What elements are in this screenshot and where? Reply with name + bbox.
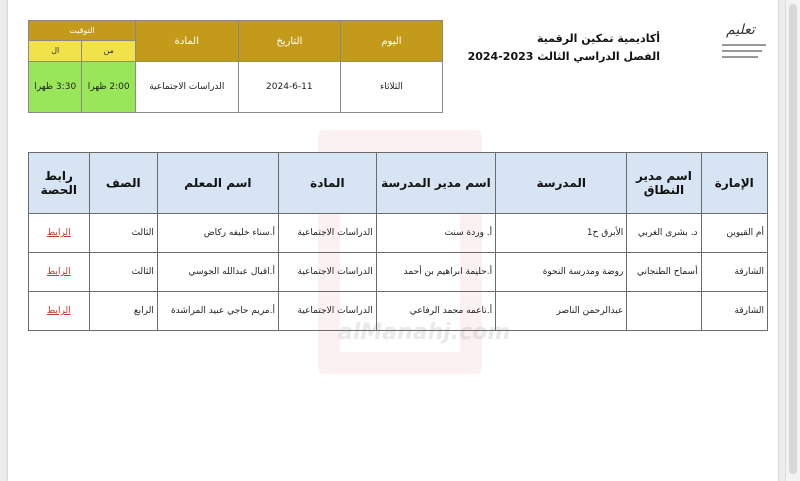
logo-word: تعليم <box>726 22 755 38</box>
link-cell <box>29 214 90 253</box>
to-time-value: 3:30 ظهرا <box>29 62 82 113</box>
school-header: المدرسة <box>496 153 627 214</box>
link-header: رابط الحصة <box>29 153 90 214</box>
link-cell <box>29 292 90 331</box>
session-link[interactable]: الرابط <box>46 267 71 277</box>
schedule-table <box>28 152 768 331</box>
zone-manager-cell <box>627 292 701 331</box>
principal-header: اسم مدير المدرسة <box>376 153 495 214</box>
to-header: ال <box>29 40 82 61</box>
watermark-site: alManahj.com <box>338 320 511 345</box>
emirate-cell: أم القيوين <box>701 214 767 253</box>
session-link[interactable]: الرابط <box>46 228 71 238</box>
document-page <box>8 0 778 481</box>
teacher-cell: أ.مريم حاجي عبيد المراشدة <box>157 292 278 331</box>
table-row <box>29 253 768 292</box>
subject-header: المادة <box>278 153 376 214</box>
date-value: 2024-6-11 <box>238 62 340 113</box>
link-cell <box>29 253 90 292</box>
school-cell: عبدالرحمن الناصر <box>496 292 627 331</box>
subject-cell: الدراسات الاجتماعية <box>278 214 376 253</box>
semester-label: الفصل الدراسي الثالث 2023-2024 <box>467 50 660 63</box>
school-cell: روضة ومدرسة النحوة <box>496 253 627 292</box>
academy-title-block <box>448 30 660 66</box>
subject-cell: الدراسات الاجتماعية <box>278 253 376 292</box>
vertical-scrollbar[interactable] <box>785 0 800 481</box>
emirate-header: الإمارة <box>701 153 767 214</box>
day-header: اليوم <box>340 21 442 62</box>
table-row <box>29 292 768 331</box>
subject-header: المادة <box>135 21 238 62</box>
time-header: التوقيت <box>29 22 135 41</box>
scrollbar-thumb[interactable] <box>789 4 797 474</box>
zone-manager-cell: أسماح الطنجاني <box>627 253 701 292</box>
time-header-group <box>29 21 136 62</box>
principal-cell: أ.ناعمه محمد الرفاعي <box>376 292 495 331</box>
grade-cell: الثالث <box>89 214 157 253</box>
zone-manager-header: اسم مدير النطاق <box>627 153 701 214</box>
teacher-header: اسم المعلم <box>157 153 278 214</box>
from-header: من <box>82 40 135 61</box>
day-value: الثلاثاء <box>340 62 442 113</box>
from-time-value: 2:00 ظهرا <box>82 62 135 113</box>
subject-cell: الدراسات الاجتماعية <box>278 292 376 331</box>
grade-header: الصف <box>89 153 157 214</box>
academy-name: أكاديمية تمكين الرقمية <box>536 32 660 45</box>
table-row <box>29 214 768 253</box>
grade-cell: الرابع <box>89 292 157 331</box>
principal-cell: أ.حليمة ابراهيم بن أحمد <box>376 253 495 292</box>
subject-value: الدراسات الاجتماعية <box>135 62 238 113</box>
emirate-cell: الشارقة <box>701 292 767 331</box>
principal-cell: أ. وردة سنت <box>376 214 495 253</box>
emirate-cell: الشارقة <box>701 253 767 292</box>
grade-cell: الثالث <box>89 253 157 292</box>
session-link[interactable]: الرابط <box>46 306 71 316</box>
teacher-cell: أ.سناء خليفه ركاض <box>157 214 278 253</box>
date-header: التاريخ <box>238 21 340 62</box>
session-info-table <box>28 20 443 113</box>
zone-manager-cell: د. بشرى الغربي <box>627 214 701 253</box>
ministry-logo <box>718 20 772 64</box>
teacher-cell: أ.اقبال عبدالله الجوسي <box>157 253 278 292</box>
school-cell: الأبرق ح1 <box>496 214 627 253</box>
